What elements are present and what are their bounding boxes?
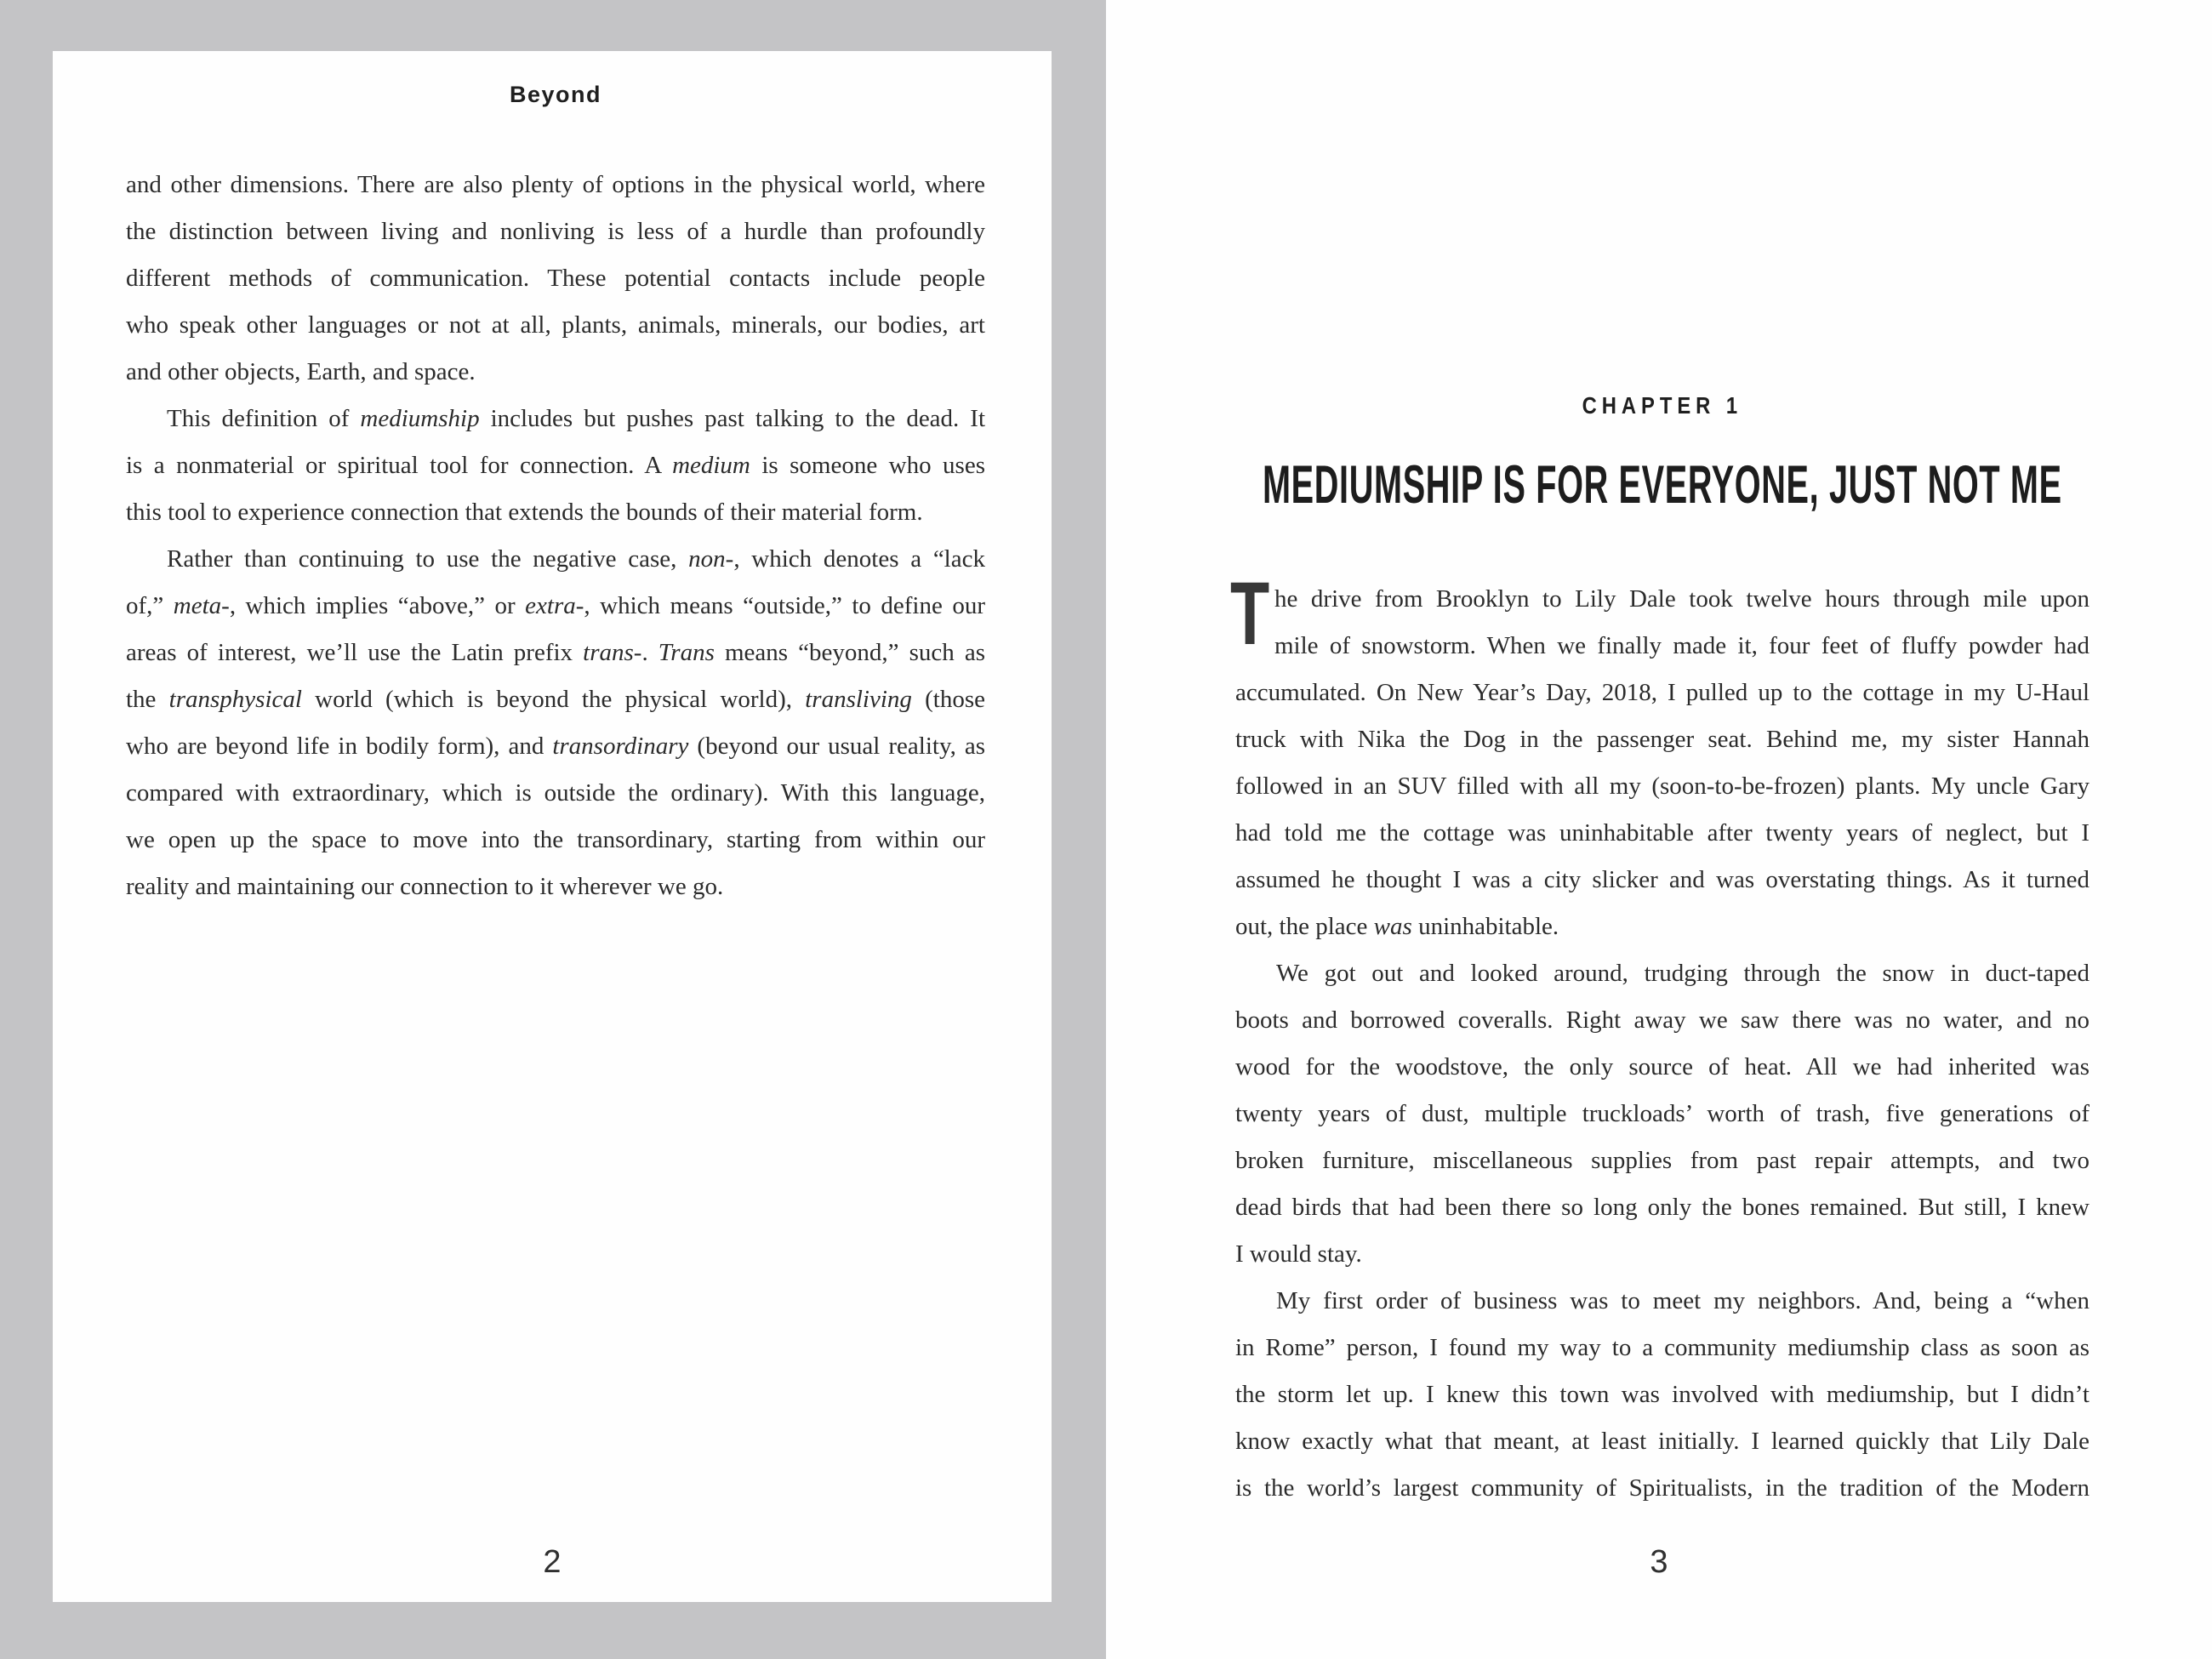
left-page xyxy=(53,51,1052,1602)
paragraph xyxy=(126,162,985,396)
right-page xyxy=(1106,0,2212,1659)
text-line: boots and borrowed coveralls. Right away we saw there was no water, and no xyxy=(1235,1006,2089,1034)
chapter-title xyxy=(1235,455,2089,515)
running-header: Beyond xyxy=(509,82,601,107)
text-line: know exactly what that meant, at least initially. I learned quickly that Lily Dale xyxy=(1235,1428,2089,1455)
chapter-label-text: CHAPTER 1 xyxy=(1582,392,1743,419)
text-line: dead birds that had been there so long only the bones remained. But still, I knew xyxy=(1235,1194,2089,1221)
text-line: is a nonmaterial or spiritual tool for connection. A medium is someone who uses xyxy=(126,452,985,479)
text-line: My first order of business was to meet my neighbors. And, being a “when xyxy=(1276,1287,2089,1314)
text-line: wood for the woodstove, the only source of heat. All we had inherited was xyxy=(1235,1053,2089,1080)
text-line: had told me the cottage was uninhabitable after twenty years of neglect, but I xyxy=(1235,819,2089,847)
text-line: he drive from Brooklyn to Lily Dale took twelve hours through mile upon xyxy=(1274,585,2089,613)
paragraph xyxy=(1235,1278,2089,1512)
text-line: is the world’s largest community of Spiritualists, in the tradition of the Modern xyxy=(1235,1474,2089,1502)
left-page-text xyxy=(126,162,985,910)
dropcap-letter: T xyxy=(1230,564,1270,664)
paragraph xyxy=(126,396,985,536)
text-line: mile of snowstorm. When we finally made it, four feet of fluffy powder had xyxy=(1274,632,2089,659)
text-line: twenty years of dust, multiple truckloads’ worth of trash, five generations of xyxy=(1235,1100,2089,1127)
text-line: this tool to experience connection that extends the bounds of their material form. xyxy=(126,499,923,526)
text-line: This definition of mediumship includes but pushes past talking to the dead. It xyxy=(167,405,985,432)
text-line: followed in an SUV filled with all my (soon-to-be-frozen) plants. My uncle Gary xyxy=(1235,772,2089,800)
text-line: compared with extraordinary, which is outside the ordinary). With this language, xyxy=(126,779,985,807)
text-line: assumed he thought I was a city slicker and was overstating things. As it turned xyxy=(1235,866,2089,893)
right-page-number: 3 xyxy=(1650,1544,1668,1580)
text-line: different methods of communication. These potential contacts include people xyxy=(126,265,985,292)
text-line: reality and maintaining our connection to it wherever we go. xyxy=(126,873,724,900)
text-line: and other dimensions. There are also plenty of options in the physical world, where xyxy=(126,171,985,198)
left-page-number: 2 xyxy=(543,1544,562,1580)
text-line: broken furniture, miscellaneous supplies from past repair attempts, and two xyxy=(1235,1147,2089,1174)
chapter-title-text: MEDIUMSHIP IS FOR EVERYONE, JUST NOT ME xyxy=(1263,455,2062,515)
text-line: We got out and looked around, trudging through the snow in duct-taped xyxy=(1276,960,2089,987)
text-line: we open up the space to move into the transordinary, starting from within our xyxy=(126,826,985,853)
right-page-text xyxy=(1230,564,2089,1512)
text-line: who are beyond life in bodily form), and transordinary (beyond our usual reality, as xyxy=(126,733,985,760)
paragraph xyxy=(1230,564,2089,950)
text-line: and other objects, Earth, and space. xyxy=(126,358,476,385)
text-line: the storm let up. I knew this town was involved with mediumship, but I didn’t xyxy=(1235,1381,2089,1408)
text-line: I would stay. xyxy=(1235,1240,1362,1268)
text-line: the distinction between living and nonliving is less of a hurdle than profoundly xyxy=(126,218,985,245)
text-line: in Rome” person, I found my way to a community mediumship class as soon as xyxy=(1235,1334,2089,1361)
paragraph xyxy=(126,536,985,910)
text-line: truck with Nika the Dog in the passenger seat. Behind me, my sister Hannah xyxy=(1235,726,2089,753)
paragraph xyxy=(1235,950,2089,1278)
text-line: of,” meta-, which implies “above,” or extra-, which means “outside,” to define our xyxy=(126,592,985,619)
text-line: who speak other languages or not at all, plants, animals, minerals, our bodies, art xyxy=(126,311,985,339)
text-line: accumulated. On New Year’s Day, 2018, I pulled up to the cottage in my U-Haul xyxy=(1235,679,2089,706)
text-line: out, the place was uninhabitable. xyxy=(1235,913,1559,940)
chapter-label xyxy=(1235,393,2089,419)
text-line: the transphysical world (which is beyond the physical world), transliving (those xyxy=(126,686,985,713)
text-line: Rather than continuing to use the negative case, non-, which denotes a “lack xyxy=(167,545,985,573)
text-line: areas of interest, we’ll use the Latin prefix trans-. Trans means “beyond,” such as xyxy=(126,639,985,666)
